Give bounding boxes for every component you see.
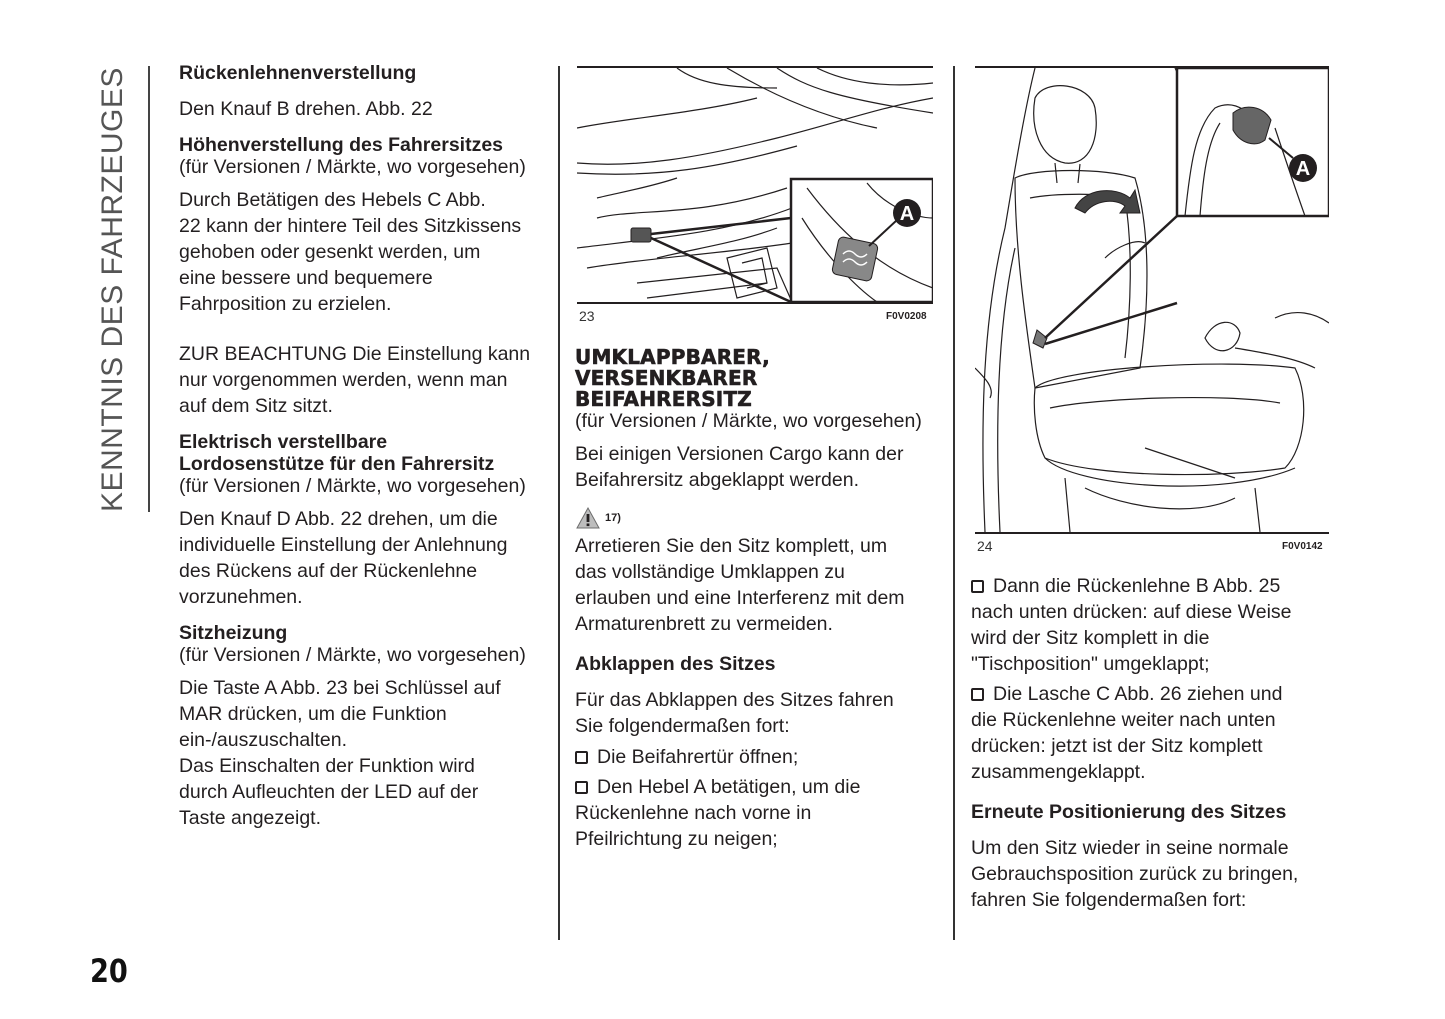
paragraph-cargo [575, 441, 945, 493]
text-line: Fahrposition zu erzielen. [179, 293, 392, 315]
text-line: wird der Sitz komplett in die [971, 627, 1210, 649]
heading-lumbar-sub: (für Versionen / Märkte, wo vorgesehen) [179, 475, 526, 497]
checkbox-bullet-icon [575, 751, 588, 764]
heading-height-adjustment: Höhenverstellung des Fahrersitzes [179, 134, 504, 156]
paragraph-lumbar [179, 506, 549, 610]
heading-lumbar-1: Elektrisch verstellbare [179, 431, 388, 453]
text-line: drücken: jetzt ist der Sitz komplett [971, 735, 1263, 757]
text-line: Arretieren Sie den Sitz komplett, um [575, 535, 888, 557]
heading-seat-heating: Sitzheizung [179, 622, 288, 644]
text-line: gehoben oder gesenkt werden, um [179, 241, 481, 263]
seat-heating-illustration [577, 68, 933, 302]
text-line: Rückenlehne nach vorne in [575, 802, 812, 824]
text-line: Beifahrersitz abgeklappt werden. [575, 469, 859, 491]
paragraph-lock-seat [575, 533, 945, 637]
text-line: Pfeilrichtung zu neigen; [575, 828, 778, 850]
checkbox-bullet-icon [971, 688, 984, 701]
text-line: Das Einschalten der Funktion wird [179, 755, 475, 777]
figure-24 [975, 66, 1329, 534]
warning-ref-text: 17) [605, 512, 621, 524]
section-heading-sub: (für Versionen / Märkte, wo vorgesehen) [575, 410, 922, 432]
text-line: durch Aufleuchten der LED auf der [179, 781, 479, 803]
text-line: auf dem Sitz sitzt. [179, 395, 333, 417]
heading-fold-seat: Abklappen des Sitzes [575, 653, 776, 675]
text-line: Bei einigen Versionen Cargo kann der [575, 443, 904, 465]
text-line: Für das Abklappen des Sitzes fahren [575, 689, 894, 711]
passenger-seat-illustration [975, 68, 1329, 532]
warning-reference [575, 505, 945, 531]
heading-backrest-adjustment: Rückenlehnenverstellung [179, 62, 417, 84]
text-line: Um den Sitz wieder in seine normale [971, 837, 1289, 859]
text-line: das vollständige Umklappen zu [575, 561, 845, 583]
text-line: MAR drücken, um die Funktion [179, 703, 447, 725]
paragraph-height [179, 187, 549, 317]
column-3 [971, 573, 1341, 913]
heading-seat-heating-sub: (für Versionen / Märkte, wo vorgesehen) [179, 644, 526, 666]
page-number: 20 [90, 952, 128, 990]
chapter-title: KENNTNIS DES FAHRZEUGES [96, 67, 129, 512]
figure-code: F0V0208 [886, 311, 927, 322]
text-line: 22 kann der hintere Teil des Sitzkissens [179, 215, 522, 237]
figure-label: A [1295, 158, 1311, 180]
text-line: individuelle Einstellung der Anlehnung [179, 534, 508, 556]
column-divider-2 [953, 66, 955, 940]
paragraph-fold-intro [575, 687, 945, 739]
text-line: Durch Betätigen des Hebels C Abb. [179, 189, 486, 211]
bullet-item [575, 744, 945, 770]
paragraph-seat-heating [179, 675, 549, 831]
column-divider-1 [558, 66, 560, 940]
column-2 [575, 347, 945, 852]
bullet-item [575, 774, 945, 852]
text-line: erlauben und eine Interferenz mit dem [575, 587, 905, 609]
text-line: Taste angezeigt. [179, 807, 322, 829]
bullet-text: Den Hebel A betätigen, um die [597, 776, 861, 798]
section-heading-line: UMKLAPPBARER, [575, 345, 770, 369]
text-line: Sie folgendermaßen fort: [575, 715, 790, 737]
text-line: "Tischposition" umgeklappt; [971, 653, 1210, 675]
text-line: des Rückens auf der Rückenlehne [179, 560, 478, 582]
column-1 [179, 62, 549, 831]
bullet-text: Die Lasche C Abb. 26 ziehen und [993, 683, 1283, 705]
heading-lumbar-2: Lordosenstütze für den Fahrersitz [179, 453, 495, 475]
text-line: vorzunehmen. [179, 586, 303, 608]
text-line: Die Taste A Abb. 23 bei Schlüssel auf [179, 677, 501, 699]
text-line: Den Knauf D Abb. 22 drehen, um die [179, 508, 498, 530]
bullet-text: Die Beifahrertür öffnen; [597, 746, 799, 768]
chapter-rule [148, 66, 150, 512]
text-line: zusammengeklappt. [971, 761, 1146, 783]
text-line: fahren Sie folgendermaßen fort: [971, 889, 1247, 911]
text-line: Armaturenbrett zu vermeiden. [575, 613, 833, 635]
text-line: ein-/auszuschalten. [179, 729, 348, 751]
text-line: nach unten drücken: auf diese Weise [971, 601, 1292, 623]
section-heading-line: BEIFAHRERSITZ [575, 387, 752, 411]
figure-code: F0V0142 [1282, 541, 1323, 552]
text-line: eine bessere und bequemere [179, 267, 433, 289]
section-heading-line: VERSENKBARER [575, 366, 758, 390]
warning-icon [575, 506, 601, 530]
bullet-item [971, 681, 1341, 785]
checkbox-bullet-icon [971, 580, 984, 593]
text-line: nur vorgenommen werden, wenn man [179, 369, 508, 391]
heading-reposition-seat: Erneute Positionierung des Sitzes [971, 801, 1287, 823]
figure-label: A [899, 203, 915, 225]
heading-height-sub: (für Versionen / Märkte, wo vorgesehen) [179, 156, 526, 178]
bullet-item [971, 573, 1341, 677]
figure-number: 23 [579, 308, 595, 324]
paragraph-backrest: Den Knauf B drehen. Abb. 22 [179, 98, 433, 120]
figure-number: 24 [977, 538, 993, 554]
text-line: Gebrauchsposition zurück zu bringen, [971, 863, 1299, 885]
text-line: die Rückenlehne weiter nach unten [971, 709, 1276, 731]
checkbox-bullet-icon [575, 781, 588, 794]
text-line: ZUR BEACHTUNG Die Einstellung kann [179, 343, 531, 365]
figure-23 [577, 66, 933, 304]
bullet-text: Dann die Rückenlehne B Abb. 25 [993, 575, 1281, 597]
paragraph-reposition [971, 835, 1341, 913]
note-paragraph [179, 341, 549, 419]
